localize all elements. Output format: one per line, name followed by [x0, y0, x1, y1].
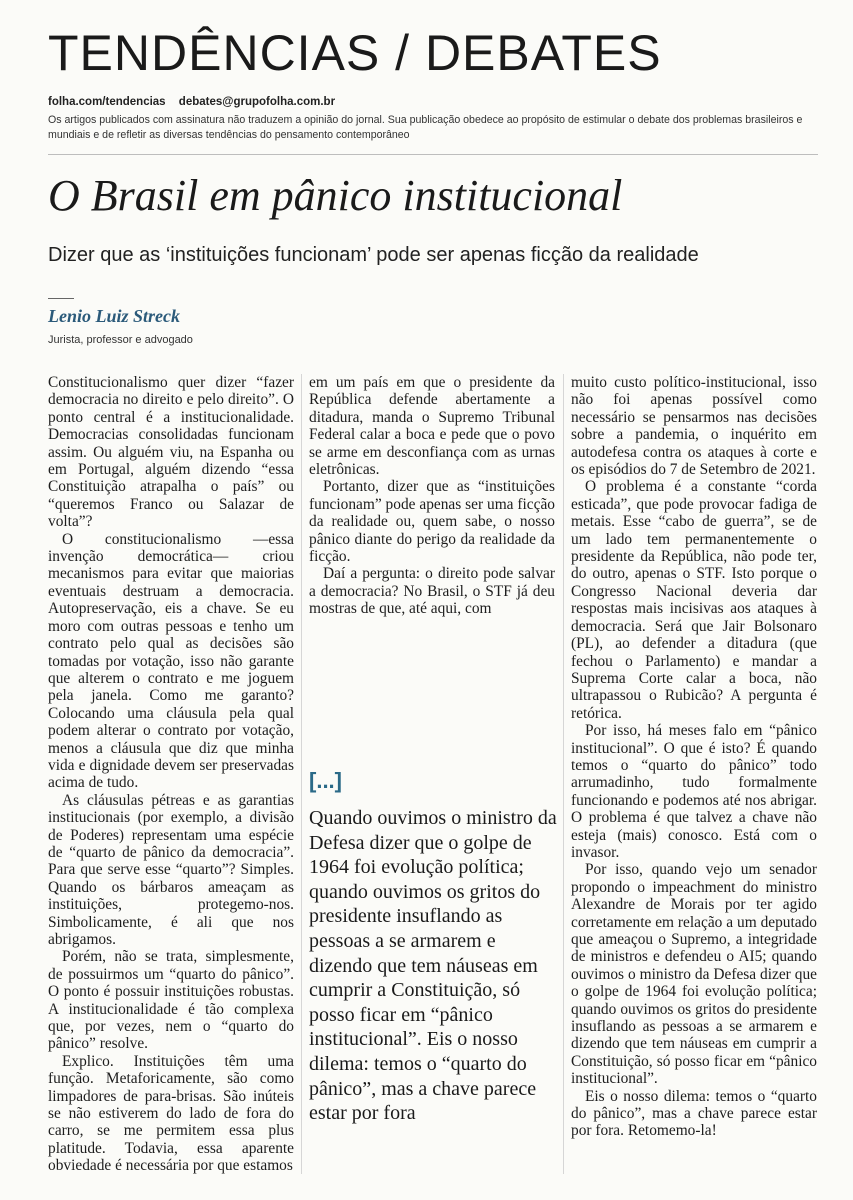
paragraph: muito custo político-institucional, isso não foi apenas possível como necessário se pensarmos nas decisões sobre a pandemia, o inquérito em autodefesa contra os ataques à corte e os episódios do 7 de Setembro de 2021. [571, 374, 817, 479]
article-column-1 [48, 374, 294, 1175]
pull-quote-ellipsis: [...] [309, 768, 342, 793]
paragraph: Constitucionalismo quer dizer “fazer democracia no direito e pelo direito”. O ponto central é a institucionalidade. Democracias consolidadas funcionam assim. Ou alguém viu, na Espanha ou em Portugal, alguém dizendo “essa Constituição atrapalha o país” ou “queremos Franco ou Salazar de volta”? [48, 374, 294, 531]
paragraph: O constitucionalismo —essa invenção democrática— criou mecanismos para evitar que maiorias eventuais destruam a democracia. Autopreservação, eis a chave. Se eu moro com outras pessoas e tenho um contrato pelo qual as decisões são tomadas por votação, isso não garante que alterem o contrato e me joguem pela janela. Como me garanto? Colocando uma cláusula pela qual podem alterar o contrato por votação, menos a cláusula que diz que minha vida e dignidade devem ser preservadas acima de tudo. [48, 530, 294, 792]
paragraph: Por isso, quando vejo um senador propondo o impeachment do ministro Alexandre de Morais por ter agido corretamente em relação a um deputado que ameaçou o Supremo, a integridade de ministros e defendeu o AI5; quando ouvimos o ministro da Defesa dizer que o golpe de 1964 foi evolução política; quando ouvimos os gritos do presidente insuflando as pessoas a se armarem e dizendo que tem náuseas em cumprir a Constituição, só posso ficar em “pânico institucional”. [571, 861, 817, 1088]
paragraph: O problema é a constante “corda esticada”, que pode provocar fadiga de metais. Esse “cabo de guerra”, se de um lado tem permanentemente o presidente da República, não pode ter, do outro, apenas o STF. Isto porque o Congresso Nacional deveria dar respostas mais incisivas aos ataques à democracia. Será que Jair Bolsonaro (PL), ao defender a ditadura (que fechou o Parlamento) e mandar a Suprema Corte calar a boca, não ultrapassou o Rubicão? A pergunta é retórica. [571, 478, 817, 722]
article-column-3 [571, 374, 817, 1140]
article-subhead: Dizer que as ‘instituições funcionam’ pode ser apenas ficção da realidade [48, 244, 699, 266]
paragraph: Porém, não se trata, simplesmente, de possuirmos um “quarto do pânico”. O ponto é possuir instituições robustas. A institucionalidade é tão complexa que, por vezes, nem o “quarto do pânico” resolve. [48, 948, 294, 1053]
article-column-2 [309, 374, 555, 618]
paragraph: Eis o nosso dilema: temos o “quarto do pânico”, mas a chave parece estar por fora. Retomemo-la! [571, 1087, 817, 1140]
author-role: Jurista, professor e advogado [48, 334, 193, 346]
column-divider [563, 374, 564, 1174]
section-title: TENDÊNCIAS / DEBATES [48, 25, 662, 81]
paragraph: Portanto, dizer que as “instituições funcionam” pode apenas ser uma ficção da realidade ou, quem sabe, o nosso pânico diante do perigo da realidade da ficção. [309, 478, 555, 566]
paragraph: em um país em que o presidente da República defende abertamente a ditadura, manda o Supremo Tribunal Federal calar a boca e pede que o povo se arme em desconfiança com as urnas eletrônicas. [309, 374, 555, 479]
paragraph: As cláusulas pétreas e as garantias institucionais (por exemplo, a divisão de Poderes) representam uma espécie de “quarto de pânico da democracia”. Para que serve esse “quarto”? Simples. Quando os bárbaros ameaçam as instituições, protegemo-nos. Simbolicamente, é ali que nos abrigamos. [48, 791, 294, 948]
paragraph: Daí a pergunta: o direito pode salvar a democracia? No Brasil, o STF já deu mostras de que, até aqui, com [309, 565, 555, 618]
section-contacts [48, 96, 345, 108]
column-divider [301, 374, 302, 1174]
pull-quote: Quando ouvimos o ministro da Defesa dizer que o golpe de 1964 foi evolução política; quando ouvimos os gritos do presidente insuflando as pessoas a se armarem e dizendo que tem náuseas em cumprir a Constituição, só posso ficar em “pânico institucional”. Eis o nosso dilema: temos o “quarto do pânico”, mas a chave parece estar por fora [309, 807, 557, 1125]
paragraph: Por isso, há meses falo em “pânico institucional”. O que é isto? É quando temos o “quarto do pânico” todo arrumadinho, tudo formalmente funcionando e podemos até nos abrigar. O problema é que talvez a chave não esteja (mais) conosco. Está com o invasor. [571, 722, 817, 861]
section-url[interactable]: folha.com/tendencias [48, 96, 166, 108]
section-disclaimer: Os artigos publicados com assinatura não traduzem a opinião do jornal. Sua publicação obedece ao propósito de estimular o debate dos problemas brasileiros e mundiais e de refletir as diversas tendências do pensamento contemporâneo [48, 114, 803, 141]
article-headline: O Brasil em pânico institucional [48, 171, 623, 220]
divider [48, 154, 818, 155]
article-author: Lenio Luiz Streck [48, 306, 181, 326]
paragraph: Explico. Instituições têm uma função. Metaforicamente, são como limpadores de para-brisas. São inúteis se não estiverem do lado de fora do carro, se me permitem essa plus platitude. Todavia, essa aparente obviedade é necessária por que estamos [48, 1052, 294, 1175]
author-divider [48, 298, 74, 299]
section-email[interactable]: debates@grupofolha.com.br [178, 96, 336, 108]
